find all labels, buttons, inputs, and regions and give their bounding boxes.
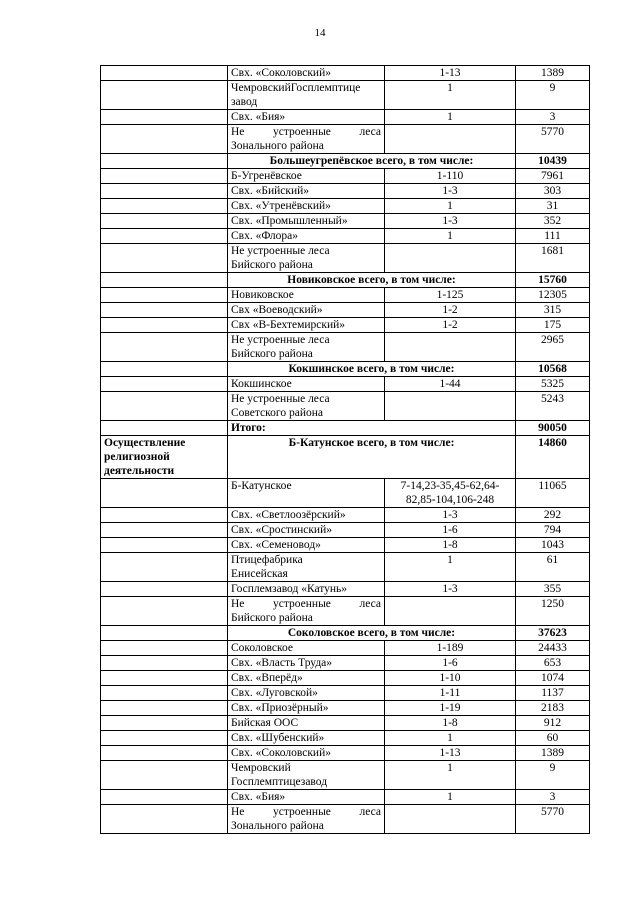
table-row bbox=[101, 582, 590, 597]
forest-name-line: Птицефабрика bbox=[231, 554, 303, 566]
quarter-range-cell bbox=[385, 392, 516, 421]
forest-name-line: Енисейская bbox=[231, 568, 288, 580]
table-row bbox=[101, 229, 590, 244]
quarter-range-cell: 1-10 bbox=[385, 671, 516, 686]
forest-name-line: ЧемровскийГосплемптице bbox=[231, 82, 361, 94]
activity-cell bbox=[101, 626, 228, 641]
area-value-cell: 2183 bbox=[516, 701, 590, 716]
area-value-cell: 303 bbox=[516, 184, 590, 199]
area-value-cell: 111 bbox=[516, 229, 590, 244]
table-row bbox=[101, 318, 590, 333]
area-value-cell: 292 bbox=[516, 508, 590, 523]
area-value-cell: 1681 bbox=[516, 244, 590, 273]
area-value-cell: 12305 bbox=[516, 288, 590, 303]
forest-name-line: Не устроенные леса bbox=[231, 334, 330, 346]
activity-label-line: Осуществление bbox=[104, 437, 186, 449]
quarter-range-cell bbox=[385, 244, 516, 273]
quarter-range-line: 82,85-104,106-248 bbox=[405, 494, 495, 506]
activity-cell bbox=[101, 790, 228, 805]
area-value-cell: 1389 bbox=[516, 746, 590, 761]
area-value-cell: 175 bbox=[516, 318, 590, 333]
table-row bbox=[101, 790, 590, 805]
area-value-cell: 1043 bbox=[516, 538, 590, 553]
forest-name-cell: Свх. «Вперёд» bbox=[228, 671, 385, 686]
table-row bbox=[101, 377, 590, 392]
forest-name-cell: Свх. «Утренёвский» bbox=[228, 199, 385, 214]
activity-cell bbox=[101, 303, 228, 318]
forest-name-cell: Свх. «Приозёрный» bbox=[228, 701, 385, 716]
activity-cell bbox=[101, 805, 228, 834]
forest-name-cell bbox=[228, 392, 385, 421]
table-row bbox=[101, 508, 590, 523]
table-row bbox=[101, 686, 590, 701]
forest-name-line: Госплемптицезавод bbox=[231, 776, 328, 788]
subtotal-label: Б-Катунское всего, в том числе: bbox=[228, 436, 516, 479]
quarter-range-cell: 1-44 bbox=[385, 377, 516, 392]
forest-name-line: Не устроенные леса bbox=[231, 393, 330, 405]
table-row bbox=[101, 523, 590, 538]
activity-label-line: деятельности bbox=[104, 465, 175, 477]
activity-cell bbox=[101, 523, 228, 538]
table-row bbox=[101, 746, 590, 761]
forest-name-line: Бийского района bbox=[231, 348, 313, 360]
forest-name-cell: Новиковское bbox=[228, 288, 385, 303]
subtotal-value: 10439 bbox=[516, 154, 590, 169]
area-value-cell: 5325 bbox=[516, 377, 590, 392]
quarter-range-cell: 1-8 bbox=[385, 538, 516, 553]
area-value-cell: 9 bbox=[516, 81, 590, 110]
forest-name-line: Зонального района bbox=[231, 140, 324, 152]
table-row bbox=[101, 214, 590, 229]
quarter-range-cell: 1 bbox=[385, 229, 516, 244]
quarter-range-cell: 1-110 bbox=[385, 169, 516, 184]
forest-name-cell: Б-Катунское bbox=[228, 479, 385, 508]
forest-name-line: Не устроенные леса bbox=[231, 598, 381, 610]
quarter-range-cell: 1-3 bbox=[385, 508, 516, 523]
quarter-range-cell: 1-8 bbox=[385, 716, 516, 731]
quarter-range-cell: 1 bbox=[385, 199, 516, 214]
area-value-cell: 9 bbox=[516, 761, 590, 790]
area-value-cell: 794 bbox=[516, 523, 590, 538]
subtotal-label: Большеугрепёвское всего, в том числе: bbox=[228, 154, 516, 169]
activity-cell bbox=[101, 125, 228, 154]
quarter-range-line: 7-14,23-35,45-62,64- bbox=[400, 480, 500, 492]
table-row bbox=[101, 110, 590, 125]
activity-cell bbox=[101, 66, 228, 81]
forest-name-cell bbox=[228, 597, 385, 626]
activity-cell bbox=[101, 333, 228, 362]
activity-cell bbox=[101, 597, 228, 626]
activity-cell bbox=[101, 761, 228, 790]
quarter-range-cell: 1-2 bbox=[385, 303, 516, 318]
activity-cell bbox=[101, 731, 228, 746]
activity-cell bbox=[101, 508, 228, 523]
area-value-cell: 5770 bbox=[516, 805, 590, 834]
activity-cell bbox=[101, 244, 228, 273]
table-row bbox=[101, 597, 590, 626]
forest-name-line: Бийского района bbox=[231, 259, 313, 271]
forest-name-line: Бийского района bbox=[231, 612, 313, 624]
activity-cell bbox=[101, 641, 228, 656]
table-body bbox=[101, 66, 590, 834]
table-row bbox=[101, 303, 590, 318]
activity-cell bbox=[101, 110, 228, 125]
forest-name-cell: Свх. «Светлоозёрский» bbox=[228, 508, 385, 523]
forest-name-cell: Свх «Воеводский» bbox=[228, 303, 385, 318]
table-row bbox=[101, 244, 590, 273]
quarter-range-cell bbox=[385, 597, 516, 626]
quarter-range-cell: 1 bbox=[385, 81, 516, 110]
activity-cell bbox=[101, 288, 228, 303]
subtotal-value: 15760 bbox=[516, 273, 590, 288]
activity-cell bbox=[101, 273, 228, 288]
activity-cell bbox=[101, 199, 228, 214]
area-value-cell: 1250 bbox=[516, 597, 590, 626]
area-value-cell: 352 bbox=[516, 214, 590, 229]
subtotal-row bbox=[101, 436, 590, 479]
subtotal-value: 10568 bbox=[516, 362, 590, 377]
table-row bbox=[101, 716, 590, 731]
forest-name-line: Советского района bbox=[231, 407, 323, 419]
activity-cell bbox=[101, 671, 228, 686]
forest-name-cell: Бийская ООС bbox=[228, 716, 385, 731]
forest-name-line: Не устроенные леса bbox=[231, 806, 381, 818]
forest-name-cell: Свх. «Семеновод» bbox=[228, 538, 385, 553]
forest-name-cell bbox=[228, 125, 385, 154]
forest-name-line: завод bbox=[231, 96, 258, 108]
activity-cell bbox=[101, 716, 228, 731]
quarter-range-cell: 1 bbox=[385, 553, 516, 582]
activity-cell bbox=[101, 421, 228, 436]
table-row bbox=[101, 288, 590, 303]
quarter-range-cell: 1-6 bbox=[385, 656, 516, 671]
table-row bbox=[101, 199, 590, 214]
quarter-range-cell: 1 bbox=[385, 731, 516, 746]
subtotal-row bbox=[101, 154, 590, 169]
activity-cell bbox=[101, 229, 228, 244]
quarter-range-cell: 1 bbox=[385, 110, 516, 125]
forest-name-cell: Соколовское bbox=[228, 641, 385, 656]
activity-cell bbox=[101, 553, 228, 582]
table-row bbox=[101, 169, 590, 184]
quarter-range-cell: 1-3 bbox=[385, 184, 516, 199]
area-value-cell: 1389 bbox=[516, 66, 590, 81]
activity-cell bbox=[101, 392, 228, 421]
area-value-cell: 60 bbox=[516, 731, 590, 746]
area-value-cell: 912 bbox=[516, 716, 590, 731]
subtotal-row bbox=[101, 626, 590, 641]
activity-cell bbox=[101, 436, 228, 479]
forest-name-cell: Свх. «Бия» bbox=[228, 110, 385, 125]
table-row bbox=[101, 553, 590, 582]
subtotal-value: 14860 bbox=[516, 436, 590, 479]
table-row bbox=[101, 66, 590, 81]
quarter-range-cell bbox=[385, 805, 516, 834]
area-value-cell: 31 bbox=[516, 199, 590, 214]
activity-cell bbox=[101, 184, 228, 199]
area-value-cell: 11065 bbox=[516, 479, 590, 508]
table-row bbox=[101, 184, 590, 199]
activity-cell bbox=[101, 362, 228, 377]
area-value-cell: 653 bbox=[516, 656, 590, 671]
activity-cell bbox=[101, 479, 228, 508]
forest-name-cell: Свх. «Промышленный» bbox=[228, 214, 385, 229]
area-value-cell: 24433 bbox=[516, 641, 590, 656]
subtotal-value: 37623 bbox=[516, 626, 590, 641]
area-value-cell: 355 bbox=[516, 582, 590, 597]
forest-name-cell bbox=[228, 81, 385, 110]
table-row bbox=[101, 392, 590, 421]
area-value-cell: 5243 bbox=[516, 392, 590, 421]
table-row bbox=[101, 538, 590, 553]
table-row bbox=[101, 761, 590, 790]
forest-name-cell: Свх. «Шубенский» bbox=[228, 731, 385, 746]
activity-cell bbox=[101, 214, 228, 229]
forest-name-cell bbox=[228, 805, 385, 834]
table-row bbox=[101, 125, 590, 154]
forest-name-cell bbox=[228, 761, 385, 790]
table-row bbox=[101, 81, 590, 110]
table-row bbox=[101, 805, 590, 834]
forest-name-cell: Свх «В-Бехтемирский» bbox=[228, 318, 385, 333]
activity-cell bbox=[101, 377, 228, 392]
total-row bbox=[101, 421, 590, 436]
subtotal-row bbox=[101, 362, 590, 377]
page-number: 14 bbox=[314, 27, 326, 39]
forest-name-cell bbox=[228, 244, 385, 273]
table-row bbox=[101, 641, 590, 656]
activity-cell bbox=[101, 582, 228, 597]
forest-name-cell: Свх. «Соколовский» bbox=[228, 746, 385, 761]
activity-cell bbox=[101, 169, 228, 184]
area-value-cell: 61 bbox=[516, 553, 590, 582]
area-value-cell: 5770 bbox=[516, 125, 590, 154]
activity-cell bbox=[101, 686, 228, 701]
table-row bbox=[101, 479, 590, 508]
area-value-cell: 315 bbox=[516, 303, 590, 318]
quarter-range-cell: 1-189 bbox=[385, 641, 516, 656]
forest-name-cell: Свх. «Бийский» bbox=[228, 184, 385, 199]
area-value-cell: 2965 bbox=[516, 333, 590, 362]
area-value-cell: 7961 bbox=[516, 169, 590, 184]
forest-name-cell: Свх. «Соколовский» bbox=[228, 66, 385, 81]
subtotal-label: Соколовское всего, в том числе: bbox=[228, 626, 516, 641]
forest-name-line: Не устроенные леса bbox=[231, 245, 330, 257]
forest-name-cell bbox=[228, 553, 385, 582]
forest-area-table bbox=[100, 65, 590, 834]
quarter-range-cell bbox=[385, 125, 516, 154]
quarter-range-cell bbox=[385, 479, 516, 508]
activity-label-line: религиозной bbox=[104, 451, 170, 463]
forest-name-line: Не устроенные леса bbox=[231, 126, 381, 138]
forest-name-cell: Свх. «Луговской» bbox=[228, 686, 385, 701]
quarter-range-cell: 1-13 bbox=[385, 66, 516, 81]
forest-name-cell: Свх. «Сростинский» bbox=[228, 523, 385, 538]
table-row bbox=[101, 731, 590, 746]
forest-name-line: Зонального района bbox=[231, 820, 324, 832]
quarter-range-cell: 1-6 bbox=[385, 523, 516, 538]
activity-cell bbox=[101, 538, 228, 553]
quarter-range-cell: 1 bbox=[385, 790, 516, 805]
forest-name-cell: Свх. «Власть Труда» bbox=[228, 656, 385, 671]
table-row bbox=[101, 671, 590, 686]
quarter-range-cell: 1-3 bbox=[385, 214, 516, 229]
activity-cell bbox=[101, 154, 228, 169]
activity-cell bbox=[101, 701, 228, 716]
forest-name-cell: Свх. «Бия» bbox=[228, 790, 385, 805]
forest-name-line: Чемровский bbox=[231, 762, 291, 774]
area-value-cell: 3 bbox=[516, 790, 590, 805]
activity-cell bbox=[101, 318, 228, 333]
quarter-range-cell: 1-11 bbox=[385, 686, 516, 701]
activity-cell bbox=[101, 656, 228, 671]
forest-name-cell: Б-Угренёвское bbox=[228, 169, 385, 184]
subtotal-label: Новиковское всего, в том числе: bbox=[228, 273, 516, 288]
activity-cell bbox=[101, 746, 228, 761]
quarter-range-cell: 1-2 bbox=[385, 318, 516, 333]
forest-name-cell: Госплемзавод «Катунь» bbox=[228, 582, 385, 597]
quarter-range-cell: 1-125 bbox=[385, 288, 516, 303]
area-value-cell: 1137 bbox=[516, 686, 590, 701]
quarter-range-cell: 1 bbox=[385, 761, 516, 790]
forest-name-cell: Свх. «Флора» bbox=[228, 229, 385, 244]
total-label: Итого: bbox=[228, 421, 516, 436]
total-value: 90050 bbox=[516, 421, 590, 436]
quarter-range-cell bbox=[385, 333, 516, 362]
quarter-range-cell: 1-19 bbox=[385, 701, 516, 716]
forest-name-cell: Кокшинское bbox=[228, 377, 385, 392]
quarter-range-cell: 1-3 bbox=[385, 582, 516, 597]
table-row bbox=[101, 701, 590, 716]
table-row bbox=[101, 333, 590, 362]
table-row bbox=[101, 656, 590, 671]
subtotal-row bbox=[101, 273, 590, 288]
area-value-cell: 3 bbox=[516, 110, 590, 125]
forest-name-cell bbox=[228, 333, 385, 362]
area-value-cell: 1074 bbox=[516, 671, 590, 686]
subtotal-label: Кокшинское всего, в том числе: bbox=[228, 362, 516, 377]
activity-cell bbox=[101, 81, 228, 110]
quarter-range-cell: 1-13 bbox=[385, 746, 516, 761]
